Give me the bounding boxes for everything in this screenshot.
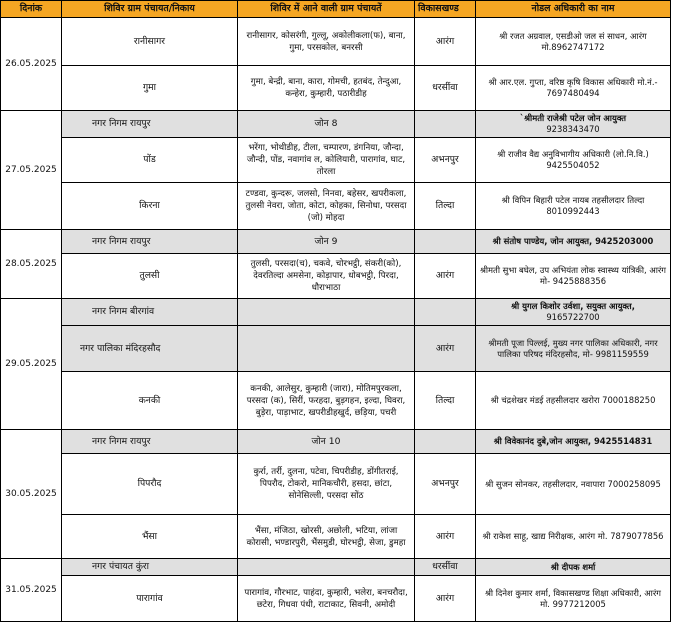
officer-cell: श्री राकेश साहू, खाद्य निरीक्षक, आरंग मो. 7879077856 — [476, 515, 671, 559]
officer-cell — [476, 299, 671, 326]
date-cell: 28.05.2025 — [1, 230, 62, 299]
block-cell: आरंग — [415, 326, 476, 372]
block-cell: आरंग — [415, 254, 476, 299]
table-row — [1, 230, 671, 254]
block-cell: धरसींवा — [415, 559, 476, 576]
table-row — [1, 326, 671, 372]
header-date: दिनांक — [1, 1, 62, 18]
block-cell: तिल्दा — [415, 372, 476, 430]
officer-name: `श्रीमती राजेश्री पटेल जोन आयुक्त — [519, 113, 627, 123]
camp-body-cell: तुलसी — [62, 254, 238, 299]
table-header-row — [1, 1, 671, 18]
officer-cell: श्री विपिन बिहारी पटेल नायब तहसीलदार तिल्दा 8010992443 — [476, 183, 671, 230]
table-row — [1, 559, 671, 576]
villages-cell: जोन 9 — [238, 230, 415, 254]
officer-name: श्री युगल किशोर उर्वशा, सयुक्त आयुक्त, — [511, 301, 635, 311]
block-cell: अभनपुर — [415, 138, 476, 183]
table-row — [1, 66, 671, 111]
table-row — [1, 299, 671, 326]
table-row — [1, 18, 671, 66]
table-row — [1, 576, 671, 622]
table-row — [1, 111, 671, 138]
villages-cell: रानीसागर, कोसरंगी, गुल्लू, अकोलीकला(फ), बाना, गुमा, परसकोल, बनरसी — [238, 18, 415, 66]
block-cell — [415, 111, 476, 138]
table-row — [1, 515, 671, 559]
villages-cell: तुलसी, परसदा(च), चकवे, चोरभट्ठी, संकरी(को), देवरतिल्दा अमसेना, कोड़ापार, धोबभट्ठी, पिरदा, धौराभाठा — [238, 254, 415, 299]
officer-phone: 9238343470 — [546, 124, 600, 134]
villages-cell: भरेंगा, भोथीडीह, टीला, चम्पारण, डंगनिया, जौन्दा, जौन्दी, पोंड, नवागांव ल, कोलियारी, पारागांव, घाट, तोरला — [238, 138, 415, 183]
table-row — [1, 454, 671, 515]
camp-body-cell: नगर निगम बीरगांव — [62, 299, 238, 326]
villages-cell: कनकी, आलेसुर, कुम्हारी (जारा), मोतिमपुरकला, परसदा (क), सिरीं, फरहदा, बुड़गहन, इल्दा, घिवरा, बुड़ेरा, पाड़ाभाट, खपरीडीहखुर्द, छड़िया, पचरी — [238, 372, 415, 430]
camp-body-cell: गुमा — [62, 66, 238, 111]
block-cell — [415, 230, 476, 254]
table-row — [1, 372, 671, 430]
villages-cell: जोन 8 — [238, 111, 415, 138]
camp-body-cell: नगर निगम रायपुर — [62, 111, 238, 138]
header-officer: नोडल अधिकारी का नाम — [476, 1, 671, 18]
villages-cell: पारागांव, गौरभाट, पाहंदा, कुम्हारी, भलेरा, बनचरौदा, छटेरा, गिधवा पंधी, राटाकाट, सिवनी, अमोदी — [238, 576, 415, 622]
camp-body-cell: नगर निगम रायपुर — [62, 230, 238, 254]
date-cell: 29.05.2025 — [1, 299, 62, 430]
date-cell: 26.05.2025 — [1, 18, 62, 111]
officer-cell: श्री दिनेश कुमार शर्मा, विकासखण्ड शिक्षा अधिकारी, आरंग मो. 9977212005 — [476, 576, 671, 622]
camp-body-cell: पोंड — [62, 138, 238, 183]
villages-cell: टण्डवा, कुन्दरू, जलसो, निनवा, बहेसर, खपरीकला, तुलसी नेवरा, जोता, कोटा, कोहका, सिनोधा, परसदा (जो) मोहदा — [238, 183, 415, 230]
block-cell: आरंग — [415, 576, 476, 622]
date-cell: 30.05.2025 — [1, 430, 62, 559]
camp-body-cell: पिपरौद — [62, 454, 238, 515]
villages-cell — [238, 559, 415, 576]
table-row — [1, 183, 671, 230]
officer-cell: श्री आर.एल. गुप्ता, वरिष्ठ कृषि विकास अधिकारी मो.नं.- 7697480494 — [476, 66, 671, 111]
block-cell: आरंग — [415, 515, 476, 559]
header-block: विकासखण्ड — [415, 1, 476, 18]
officer-phone: 9165722700 — [546, 312, 600, 322]
table-row — [1, 430, 671, 454]
camp-body-cell: किरना — [62, 183, 238, 230]
officer-cell: श्री रजत अग्रवाल, एसडीओ जल सं साधन, आरंग मो.8962747172 — [476, 18, 671, 66]
officer-cell: श्री दीपक शर्मा — [476, 559, 671, 576]
officer-cell: श्रीमती सुभा बघेल, उप अभियंता लोक स्वास्थ्य यांत्रिकी, आरंग मो- 9425888356 — [476, 254, 671, 299]
villages-cell — [238, 299, 415, 326]
officer-cell: श्री विवेकानंद दुबे,जोन आयुक्त, 9425514831 — [476, 430, 671, 454]
block-cell — [415, 430, 476, 454]
block-cell — [415, 299, 476, 326]
camp-body-cell: कनकी — [62, 372, 238, 430]
villages-cell: जोन 10 — [238, 430, 415, 454]
camp-body-cell: नगर निगम रायपुर — [62, 430, 238, 454]
officer-cell: श्री संतोष पाण्डेय, जोन आयुक्त, 9425203000 — [476, 230, 671, 254]
block-cell: अभनपुर — [415, 454, 476, 515]
villages-cell: भैंसा, मंजिठा, खोरसी, अछोली, भटिया, लांजा कोरासी, भण्डारपुरी, भैंसमुडी, घोरभट्ठी, सेजा, डुमहा — [238, 515, 415, 559]
block-cell: धरसींवा — [415, 66, 476, 111]
table-row — [1, 138, 671, 183]
villages-cell: कुर्रा, तर्री, दुलना, पटेवा, चिपरीडीह, डोंगीतराई, पिपरौद, टोकरो, मानिकचौरी, हसदा, छांटा, सोनेसिल्ली, परसदा सोंठ — [238, 454, 415, 515]
officer-cell: श्रीमती पूजा पिल्लई, मुख्य नगर पालिका अधिकारी, नगर पालिका परिषद मंदिरहसौद, मो- 9981159559 — [476, 326, 671, 372]
block-cell: तिल्दा — [415, 183, 476, 230]
date-cell: 31.05.2025 — [1, 559, 62, 622]
camp-body-cell: नगर पंचायत कुंरा — [62, 559, 238, 576]
camp-body-cell: नगर पालिका मंदिरहसौद — [62, 326, 238, 372]
officer-cell — [476, 111, 671, 138]
officer-cell: श्री सुजन सोनकर, तहसीलदार, नवापारा 7000258095 — [476, 454, 671, 515]
header-body: शिविर ग्राम पंचायत/निकाय — [62, 1, 238, 18]
villages-cell — [238, 326, 415, 372]
camp-body-cell: भैंसा — [62, 515, 238, 559]
block-cell: आरंग — [415, 18, 476, 66]
officer-cell: श्री चंद्रशेखर मंडई तहसीलदार खरोरा 7000188250 — [476, 372, 671, 430]
camp-body-cell: रानीसागर — [62, 18, 238, 66]
header-villages: शिविर में आने वाली ग्राम पंचायतें — [238, 1, 415, 18]
officer-cell: श्री राजीव वैद्य अनुविभागीय अधिकारी (लो.नि.वि.) 9425504052 — [476, 138, 671, 183]
table-row — [1, 254, 671, 299]
camp-body-cell: पारागांव — [62, 576, 238, 622]
date-cell: 27.05.2025 — [1, 111, 62, 230]
villages-cell: गुमा, बेन्द्री, बाना, कारा, गोमची, हतबंद, तेन्दुआ, कन्हेरा, कुम्हारी, पठारीडीह — [238, 66, 415, 111]
